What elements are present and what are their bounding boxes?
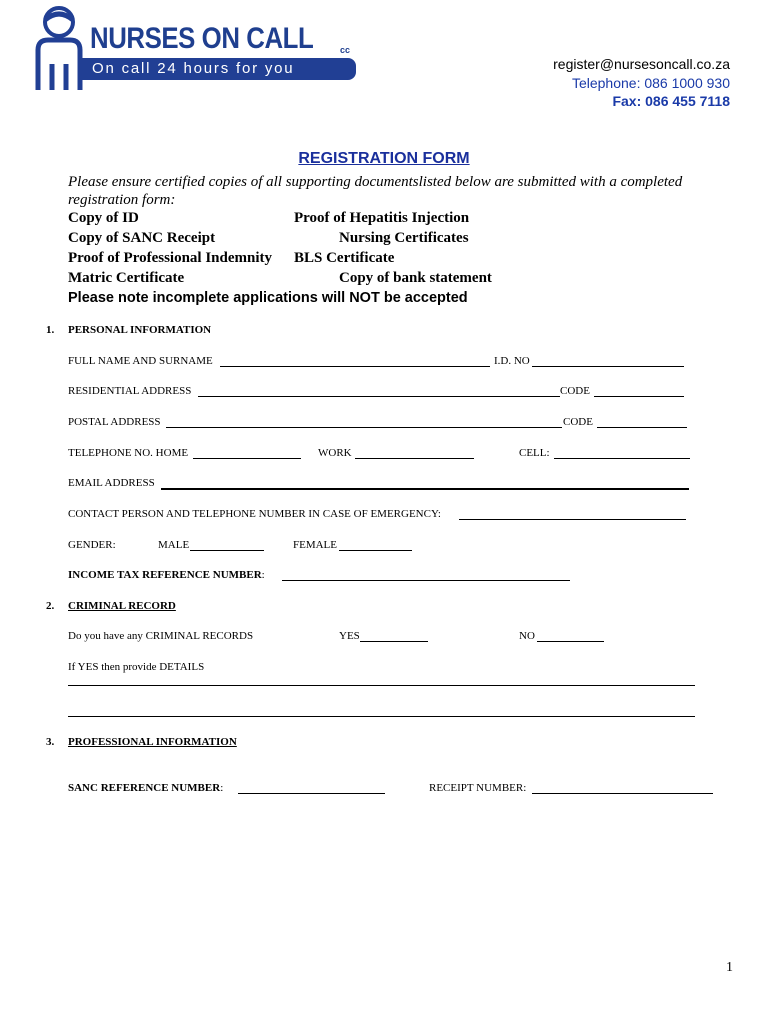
cell-label: CELL: — [519, 447, 550, 459]
residential-code-label: CODE — [560, 385, 590, 397]
id-no-label: I.D. NO — [494, 355, 530, 367]
sanc-reference-input[interactable] — [238, 793, 385, 794]
section-3-title: PROFESSIONAL INFORMATION — [68, 736, 237, 748]
receipt-number-label: RECEIPT NUMBER: — [429, 782, 527, 794]
document-item: Proof of Hepatitis Injection — [294, 210, 470, 226]
document-item: Copy of bank statement — [339, 270, 492, 286]
logo-suffix: cc — [340, 45, 351, 55]
intro-line-2: registration form: — [68, 192, 176, 208]
id-no-input[interactable] — [532, 366, 684, 367]
postal-address-label: POSTAL ADDRESS — [68, 416, 161, 428]
email-address-label: EMAIL ADDRESS — [68, 477, 155, 489]
residential-address-label: RESIDENTIAL ADDRESS — [68, 385, 192, 397]
female-input[interactable] — [339, 550, 412, 551]
full-name-label: FULL NAME AND SURNAME — [68, 355, 213, 367]
work-label: WORK — [318, 447, 352, 459]
postal-code-input[interactable] — [597, 427, 687, 428]
email-address-input[interactable] — [161, 488, 689, 490]
logo-tagline: On call 24 hours for you — [92, 60, 295, 77]
income-tax-label — [68, 569, 265, 581]
contact-telephone: Telephone: 086 1000 930 — [571, 75, 730, 91]
criminal-details-label: If YES then provide DETAILS — [68, 661, 205, 673]
criminal-no-label: NO — [519, 630, 535, 642]
form-title: REGISTRATION FORM — [298, 150, 470, 167]
section-2-title: CRIMINAL RECORD — [68, 600, 176, 612]
emergency-contact-label: CONTACT PERSON AND TELEPHONE NUMBER IN CASE OF EMERGENCY: — [68, 508, 441, 520]
criminal-yes-input[interactable] — [360, 641, 428, 642]
sanc-reference-label-text: SANC REFERENCE NUMBER — [68, 782, 221, 794]
criminal-details-input-2[interactable] — [68, 716, 695, 717]
logo-tagline-banner — [82, 58, 356, 80]
postal-address-input[interactable] — [166, 427, 562, 428]
residential-code-input[interactable] — [594, 396, 684, 397]
male-input[interactable] — [190, 550, 264, 551]
document-item: Nursing Certificates — [339, 230, 469, 246]
criminal-no-input[interactable] — [537, 641, 604, 642]
gender-label: GENDER: — [68, 539, 116, 551]
criminal-details-input-1[interactable] — [68, 685, 695, 686]
income-tax-input[interactable] — [282, 580, 570, 581]
telephone-home-input[interactable] — [193, 458, 301, 459]
female-label: FEMALE — [293, 539, 337, 551]
document-item: Proof of Professional Indemnity — [68, 250, 273, 266]
work-input[interactable] — [355, 458, 474, 459]
full-name-input[interactable] — [220, 366, 490, 367]
nurse-figure-icon — [30, 4, 90, 92]
telephone-home-label: TELEPHONE NO. HOME — [68, 447, 189, 459]
document-item: Matric Certificate — [68, 270, 185, 286]
emergency-contact-input[interactable] — [459, 519, 686, 520]
income-tax-label-text: INCOME TAX REFERENCE NUMBER — [68, 569, 262, 581]
intro-line-1: Please ensure certified copies of all supporting documentslisted below are submitted with a completed — [68, 174, 683, 190]
residential-address-input[interactable] — [198, 396, 560, 397]
criminal-yes-label: YES — [339, 630, 360, 642]
contact-fax: Fax: 086 455 7118 — [612, 93, 730, 109]
document-item: Copy of ID — [68, 210, 139, 226]
document-item: BLS Certificate — [294, 250, 395, 266]
receipt-number-input[interactable] — [532, 793, 713, 794]
page-number: 1 — [726, 960, 733, 975]
sanc-reference-colon: : — [220, 782, 224, 794]
section-3-number: 3. — [46, 736, 55, 748]
postal-code-label: CODE — [563, 416, 593, 428]
sanc-reference-label — [68, 782, 223, 794]
section-1-title: PERSONAL INFORMATION — [68, 324, 212, 336]
document-item: Copy of SANC Receipt — [68, 230, 216, 246]
logo-name: NURSES ON CALL — [90, 22, 314, 55]
section-1-number: 1. — [46, 324, 55, 336]
criminal-records-question: Do you have any CRIMINAL RECORDS — [68, 630, 254, 642]
contact-email: register@nursesoncall.co.za — [553, 56, 730, 72]
cell-input[interactable] — [554, 458, 690, 459]
incomplete-warning: Please note incomplete applications will NOT be accepted — [68, 290, 468, 306]
section-2-number: 2. — [46, 600, 55, 612]
income-tax-colon: : — [261, 569, 265, 581]
male-label: MALE — [158, 539, 190, 551]
